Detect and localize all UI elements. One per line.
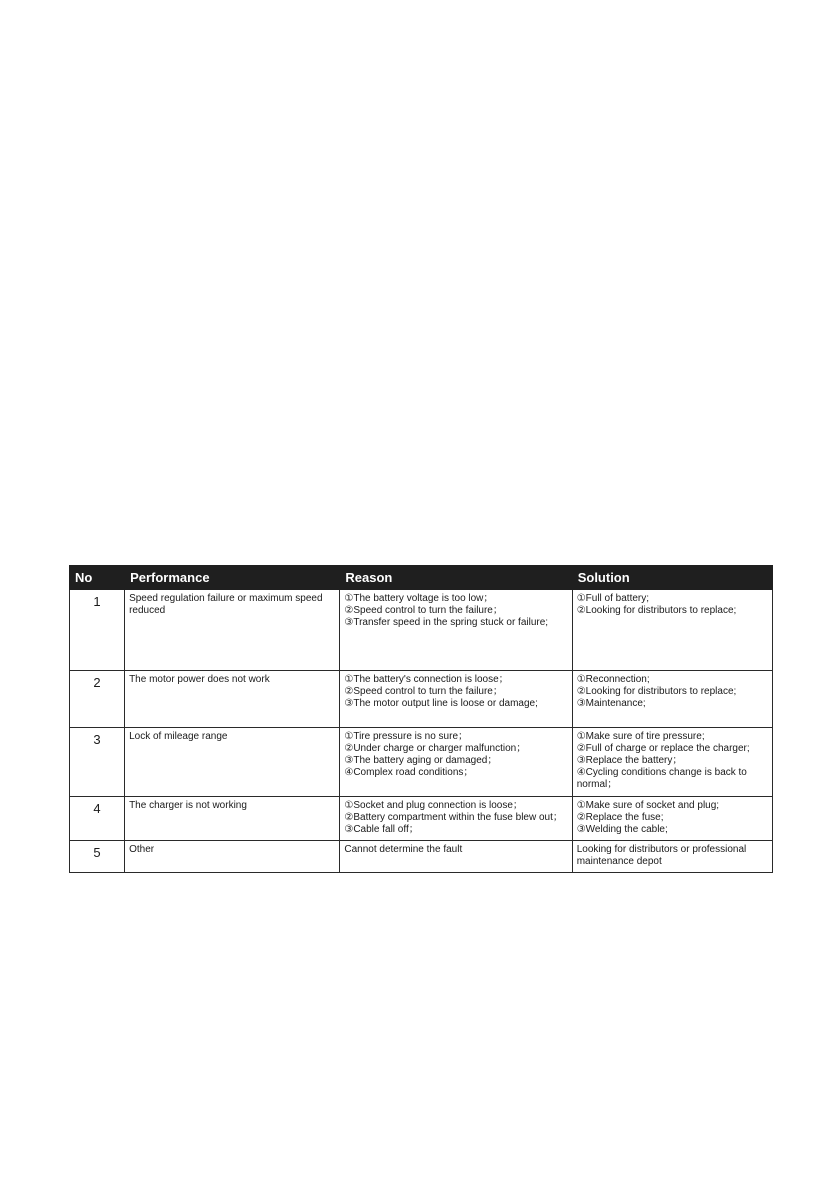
reason-item: ②Speed control to turn the failure； — [344, 605, 503, 616]
table-row — [70, 728, 773, 797]
performance-text: The motor power does not work — [129, 674, 270, 685]
solution-cell — [572, 797, 772, 841]
header-no: No — [70, 566, 125, 590]
solution-item: ②Replace the fuse; — [576, 812, 664, 823]
header-solution: Solution — [572, 566, 772, 590]
troubleshooting-table — [69, 565, 773, 873]
header-reason: Reason — [340, 566, 572, 590]
row-number: 3 — [70, 728, 125, 797]
reason-item: ②Speed control to turn the failure； — [344, 686, 503, 697]
reason-cell — [340, 590, 572, 671]
solution-item: ②Looking for distributors to replace; — [576, 686, 737, 697]
solution-item: ①Make sure of socket and plug; — [576, 800, 720, 811]
solution-item: ②Full of charge or replace the charger; — [576, 743, 750, 754]
reason-item: Cannot determine the fault — [344, 844, 463, 855]
header-performance: Performance — [125, 566, 340, 590]
row-number: 5 — [70, 841, 125, 873]
solution-item: ①Full of battery; — [576, 593, 650, 604]
performance-text: The charger is not working — [129, 800, 247, 811]
row-number: 4 — [70, 797, 125, 841]
reason-item: ②Battery compartment within the fuse blew out； — [344, 812, 563, 823]
solution-item: ①Reconnection; — [576, 674, 650, 685]
reason-cell — [340, 841, 572, 873]
table-row — [70, 590, 773, 671]
reason-item: ③The motor output line is loose or damage; — [344, 698, 538, 709]
solution-cell — [572, 841, 772, 873]
performance-text: Other — [129, 844, 155, 855]
solution-item: Looking for distributors or professional maintenance depot — [576, 844, 747, 867]
reason-item: ③The battery aging or damaged； — [344, 755, 498, 766]
table-row — [70, 671, 773, 728]
reason-item: ④Complex road conditions； — [344, 767, 474, 778]
solution-cell — [572, 728, 772, 797]
reason-item: ①The battery's connection is loose； — [344, 674, 509, 685]
reason-cell — [340, 671, 572, 728]
performance-cell — [125, 671, 340, 728]
reason-item: ①Tire pressure is no sure； — [344, 731, 469, 742]
solution-item: ③Replace the battery； — [576, 755, 683, 766]
reason-item: ①Socket and plug connection is loose； — [344, 800, 523, 811]
solution-item: ③Maintenance; — [576, 698, 646, 709]
row-number: 2 — [70, 671, 125, 728]
solution-item: ②Looking for distributors to replace; — [576, 605, 737, 616]
performance-cell — [125, 841, 340, 873]
performance-cell — [125, 728, 340, 797]
solution-item: ④Cycling conditions change is back to normal； — [576, 767, 747, 790]
solution-item: ③Welding the cable; — [576, 824, 668, 835]
performance-cell — [125, 590, 340, 671]
table-row — [70, 797, 773, 841]
reason-item: ②Under charge or charger malfunction； — [344, 743, 527, 754]
reason-item: ③Cable fall off； — [344, 824, 419, 835]
reason-cell — [340, 797, 572, 841]
reason-cell — [340, 728, 572, 797]
solution-cell — [572, 671, 772, 728]
solution-item: ①Make sure of tire pressure; — [576, 731, 705, 742]
performance-text: Lock of mileage range — [129, 731, 228, 742]
table-header-row — [70, 566, 773, 590]
table-row — [70, 841, 773, 873]
reason-item: ③Transfer speed in the spring stuck or failure; — [344, 617, 549, 628]
performance-cell — [125, 797, 340, 841]
solution-cell — [572, 590, 772, 671]
reason-item: ①The battery voltage is too low； — [344, 593, 494, 604]
row-number: 1 — [70, 590, 125, 671]
performance-text: Speed regulation failure or maximum speed reduced — [129, 593, 323, 616]
